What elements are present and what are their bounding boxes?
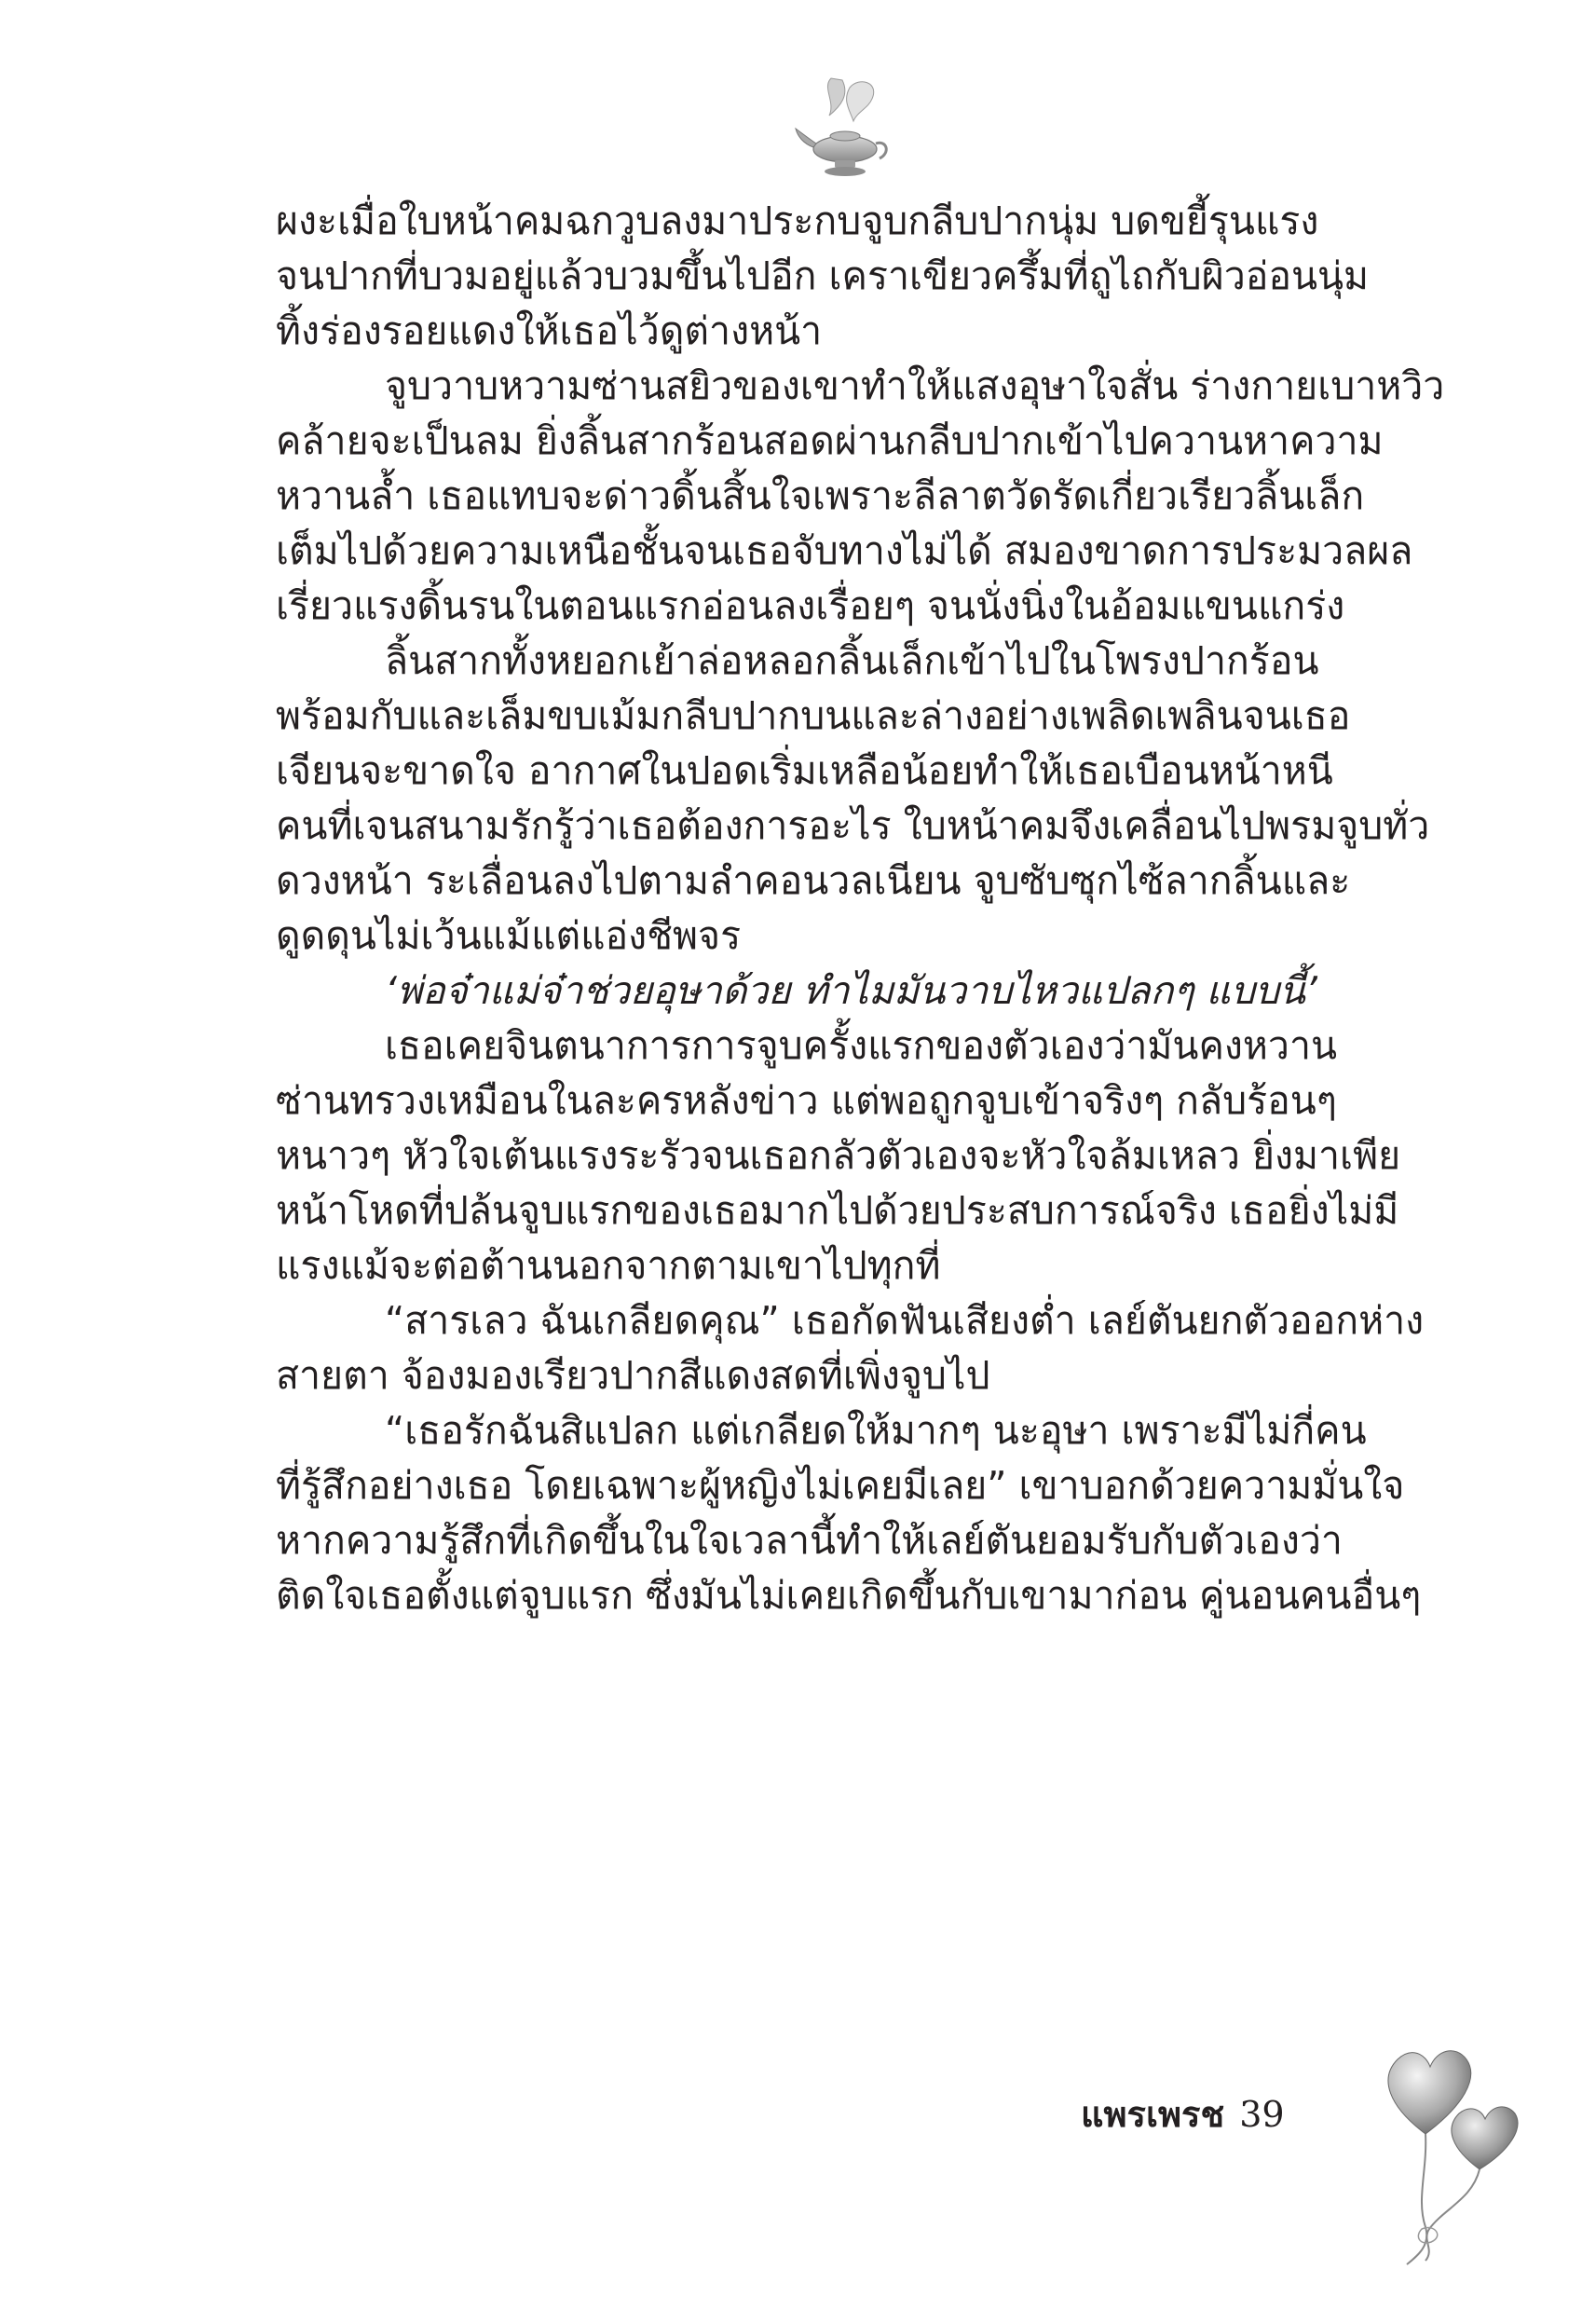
text-line: หนาวๆ หัวใจเต้นแรงระรัวจนเธอกลัวตัวเองจะหัวใจล้มเหลว ยิ่งมาเพีย [276, 1133, 1401, 1178]
text-line: คนที่เจนสนามรักรู้ว่าเธอต้องการอะไร ใบหน้าคมจึงเคลื่อนไปพรมจูบทั่ว [276, 803, 1430, 848]
text-line: พร้อมกับและเล็มขบเม้มกลีบปากบนและล่างอย่างเพลิดเพลินจนเธอ [276, 693, 1351, 738]
text-line: คล้ายจะเป็นลม ยิ่งลิ้นสากร้อนสอดผ่านกลีบปากเข้าไปควานหาความ [276, 418, 1384, 463]
text-line: เธอเคยจินตนาการการจูบครั้งแรกของตัวเองว่ามันคงหวาน [385, 1023, 1337, 1068]
heart-balloons-icon [1370, 2013, 1537, 2274]
magic-lamp-icon [794, 69, 896, 181]
text-line: จูบวาบหวามซ่านสยิวของเขาทำให้แสงอุษาใจสั่น ร่างกายเบาหวิว [385, 363, 1445, 408]
text-line: จนปากที่บวมอยู่แล้วบวมขึ้นไปอีก เคราเขียวครึ้มที่ถูไถกับผิวอ่อนนุ่ม [276, 253, 1370, 298]
text-line: หวานล้ำ เธอแทบจะด่าวดิ้นสิ้นใจเพราะลีลาตวัดรัดเกี่ยวเรียวลิ้นเล็ก [276, 473, 1365, 518]
text-line: ดูดดุนไม่เว้นแม้แต่แอ่งชีพจร [276, 913, 742, 958]
text-line: ทิ้งร่องรอยแดงให้เธอไว้ดูต่างหน้า [276, 308, 823, 353]
text-line: หน้าโหดที่ปล้นจูบแรกของเธอมากไปด้วยประสบการณ์จริง เธอยิ่งไม่มี [276, 1188, 1399, 1233]
inner-thought-line: ‘พ่อจ๋าแม่จ๋าช่วยอุษาด้วย ทำไมมันวาบไหวแปลกๆ แบบนี้’ [385, 968, 1317, 1013]
text-line: ซ่านทรวงเหมือนในละครหลังข่าว แต่พอถูกจูบเข้าจริงๆ กลับร้อนๆ [276, 1078, 1337, 1123]
text-line: หากความรู้สึกที่เกิดขึ้นในใจเวลานี้ทำให้เลย์ตันยอมรับกับตัวเองว่า [276, 1518, 1343, 1563]
text-line: ที่รู้สึกอย่างเธอ โดยเฉพาะผู้หญิงไม่เคยมีเลย” เขาบอกด้วยความมั่นใจ [276, 1463, 1405, 1508]
text-line: ติดใจเธอตั้งแต่จูบแรก ซึ่งมันไม่เคยเกิดขึ้นกับเขามาก่อน คู่นอนคนอื่นๆ [276, 1573, 1422, 1618]
dialogue-line: “เธอรักฉันสิแปลก แต่เกลียดให้มากๆ นะอุษา เพราะมีไม่กี่คน [385, 1408, 1367, 1453]
text-line: สายตา จ้องมองเรียวปากสีแดงสดที่เพิ่งจูบไป [276, 1353, 990, 1398]
text-line: แรงแม้จะต่อต้านนอกจากตามเขาไปทุกที่ [276, 1243, 941, 1288]
text-line: เรี่ยวแรงดิ้นรนในตอนแรกอ่อนลงเรื่อยๆ จนนั่งนิ่งในอ้อมแขนแกร่ง [276, 583, 1345, 628]
author-name: แพรเพรช [1081, 2094, 1225, 2135]
body-text [276, 194, 1452, 1623]
text-line: ดวงหน้า ระเลื่อนลงไปตามลำคอนวลเนียน จูบซับซุกไซ้ลากลิ้นและ [276, 858, 1351, 903]
text-line: เต็มไปด้วยความเหนือชั้นจนเธอจับทางไม่ได้ สมองขาดการประมวลผล [276, 528, 1413, 573]
page-footer [1081, 2085, 1332, 2142]
text-line: ลิ้นสากทั้งหยอกเย้าล่อหลอกลิ้นเล็กเข้าไปในโพรงปากร้อน [385, 638, 1319, 683]
dialogue-line: “สารเลว ฉันเกลียดคุณ” เธอกัดฟันเสียงต่ำ เลย์ตันยกตัวออกห่าง [385, 1298, 1425, 1343]
text-line: เจียนจะขาดใจ อากาศในปอดเริ่มเหลือน้อยทำให้เธอเบือนหน้าหนี [276, 748, 1333, 793]
page-number: 39 [1239, 2094, 1285, 2135]
text-line: ผงะเมื่อใบหน้าคมฉกวูบลงมาประกบจูบกลีบปากนุ่ม บดขยี้รุนแรง [276, 198, 1319, 243]
